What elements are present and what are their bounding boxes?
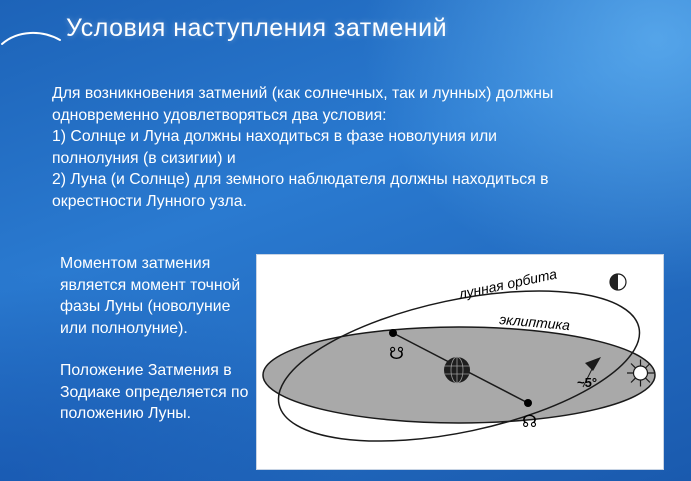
ascending-node-symbol: ☊ [522,412,538,432]
eclipse-zodiac-paragraph: Положение Затмения в Зодиаке определяется по положению Луны. [60,362,249,422]
eclipse-diagram [257,255,663,469]
eclipse-moment-paragraph: Моментом затмения является момент точной фазы Луны (новолуние или полнолуние). [60,255,241,337]
moon [610,274,626,290]
ascending-node-point [524,399,532,407]
descending-node-symbol: ☋ [389,344,405,364]
inclination-angle-label: ~5° [577,375,598,390]
intro-line: 2) Луна (и Солнце) для земного наблюдателя должны находиться в [52,171,549,188]
earth-globe [444,357,470,383]
eclipse-diagram-panel [256,254,664,470]
sun-icon [627,360,654,387]
intro-line: одновременно удовлетворяться два условия: [52,106,387,124]
side-text [60,253,250,425]
descending-node-point [389,329,397,337]
page-title: Условия наступления затмений [66,14,448,42]
intro-line: 1) Солнце и Луна должны находиться в фазе новолуния или [52,128,498,145]
intro-line: окрестности Лунного узла. [52,192,247,210]
ecliptic-label: эклиптика [498,311,571,334]
intro-line: полнолуния (в сизигии) и [52,149,236,167]
intro-text [52,83,652,212]
lunar-orbit-label: лунная орбита [457,265,559,302]
intro-line: Для возникновения затмений (как солнечных, так и лунных) должны [52,85,554,102]
